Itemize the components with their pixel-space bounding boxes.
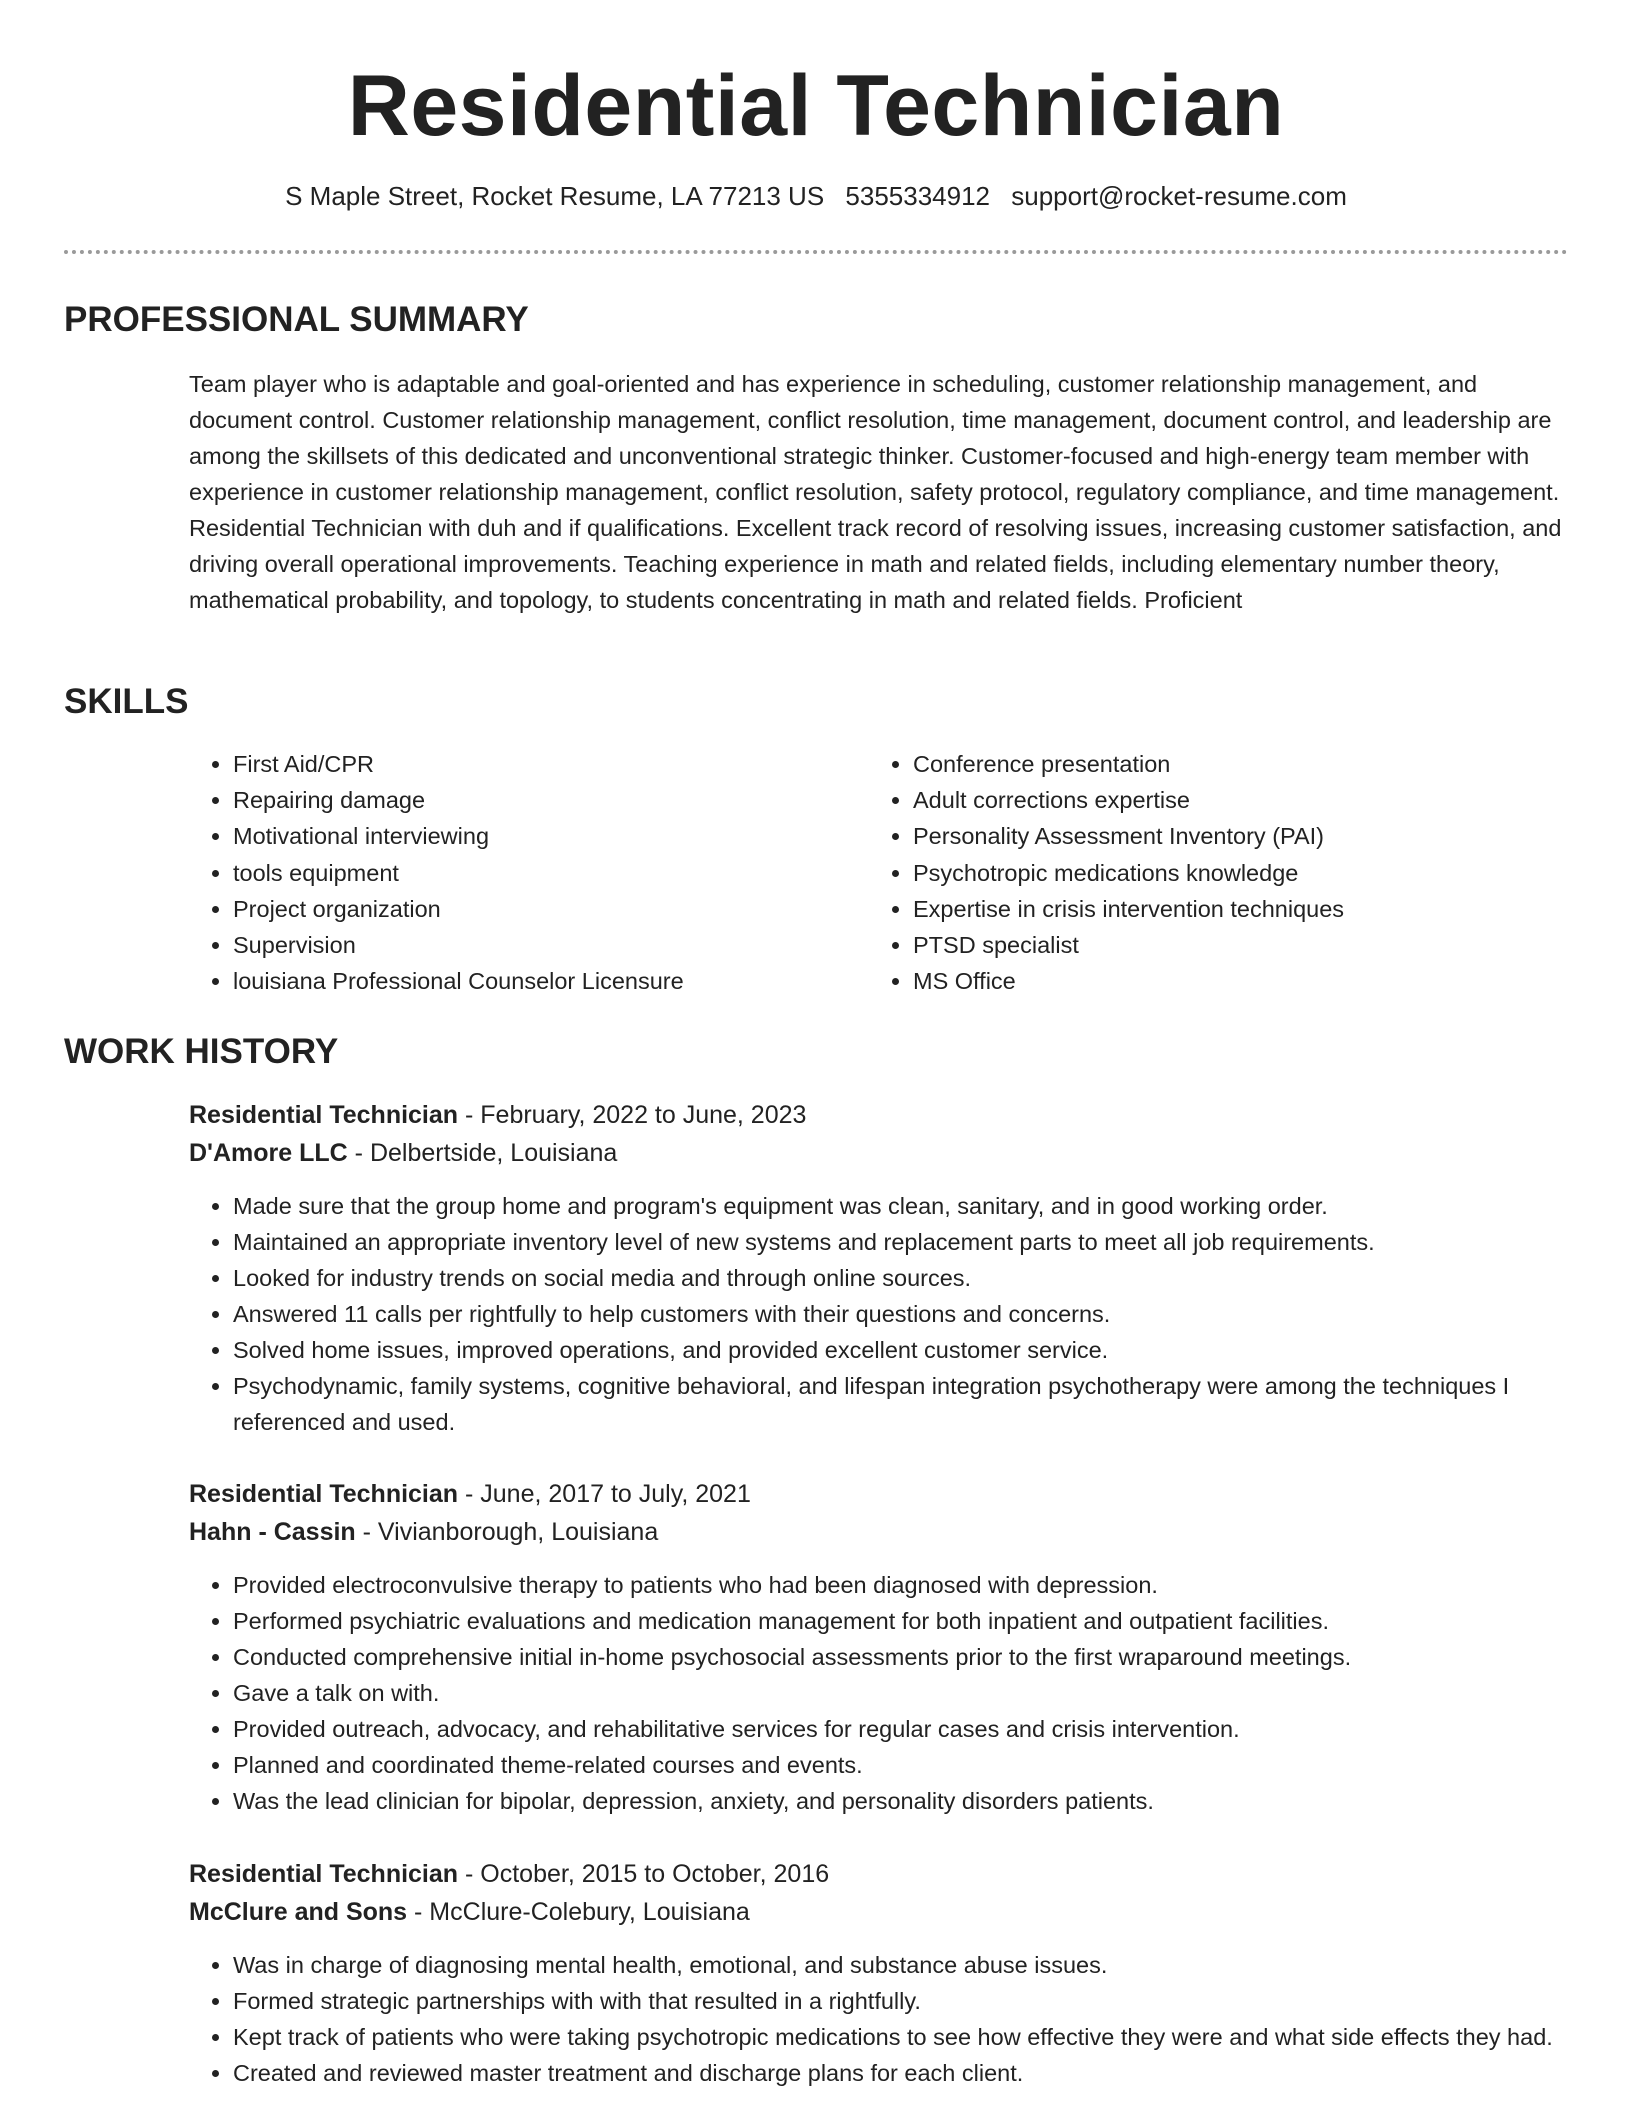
skill-item: • Conference presentation [913, 746, 1344, 782]
job-company: Hahn - Cassin [189, 1518, 356, 1546]
job-duty: • Psychodynamic, family systems, cognitive behavioral, and lifespan integration psychotherapy were among the techniques I referenced and used. [233, 1368, 1569, 1440]
job-title-line [189, 1096, 1569, 1134]
job-location: - Vivianborough, Louisiana [355, 1518, 659, 1546]
job-company-line [189, 1513, 1569, 1551]
skill-item: • louisiana Professional Counselor Licensure [233, 963, 869, 999]
job-duties [189, 1188, 1569, 1440]
job-dates: - February, 2022 to June, 2023 [458, 1101, 807, 1129]
skill-item: • PTSD specialist [913, 927, 1344, 963]
job-entry [189, 1855, 1569, 2091]
job-duty: • Kept track of patients who were taking psychotropic medications to see how effective they were and what side effects they had. [233, 2019, 1569, 2055]
job-duty: • Was the lead clinician for bipolar, depression, anxiety, and personality disorders patients. [233, 1783, 1569, 1819]
job-duty: • Performed psychiatric evaluations and medication management for both inpatient and outpatient facilities. [233, 1603, 1569, 1639]
job-duties [189, 1947, 1569, 2091]
skills-column-right [869, 746, 1344, 999]
job-duty: • Provided outreach, advocacy, and rehabilitative services for regular cases and crisis intervention. [233, 1711, 1569, 1747]
skill-item: • Adult corrections expertise [913, 782, 1344, 818]
summary-text: Team player who is adaptable and goal-oriented and has experience in scheduling, customer relationship management, and document control. Customer relationship management, conflict resolution, time management, document control, and leadership are among the skillsets of this dedicated and unconventional strategic thinker. Customer-focused and high-energy team member with experience in customer relationship management, conflict resolution, safety protocol, regulatory compliance, and time management. Residential Technician with duh and if qualifications. Excellent track record of resolving issues, increasing customer satisfaction, and driving overall operational improvements. Teaching experience in math and related fields, including elementary number theory, mathematical probability, and topology, to students concentrating in math and related fields. Proficient [189, 371, 1562, 613]
job-duty: • Created and reviewed master treatment and discharge plans for each client. [233, 2055, 1569, 2091]
job-company-line [189, 1893, 1569, 1931]
job-duty: • Looked for industry trends on social media and through online sources. [233, 1260, 1569, 1296]
job-duties [189, 1567, 1569, 1819]
summary-heading: PROFESSIONAL SUMMARY [64, 300, 529, 339]
job-company: D'Amore LLC [189, 1139, 348, 1167]
skill-item: • First Aid/CPR [233, 746, 869, 782]
skill-item: • Project organization [233, 891, 869, 927]
skill-item: • Repairing damage [233, 782, 869, 818]
contact-email: support@rocket-resume.com [1011, 181, 1347, 211]
job-dates: - June, 2017 to July, 2021 [458, 1480, 751, 1508]
skills-column-left [189, 746, 869, 999]
skill-item: • tools equipment [233, 855, 869, 891]
job-entry [189, 1475, 1569, 1819]
job-company-line [189, 1134, 1569, 1172]
resume-page [64, 0, 1568, 2086]
skill-item: • Psychotropic medications knowledge [913, 855, 1344, 891]
job-duty: • Conducted comprehensive initial in-home psychosocial assessments prior to the first wraparound meetings. [233, 1639, 1569, 1675]
job-duty: • Formed strategic partnerships with with that resulted in a rightfully. [233, 1983, 1569, 2019]
job-title-line [189, 1475, 1569, 1513]
job-dates: - October, 2015 to October, 2016 [458, 1860, 830, 1888]
job-duty: • Maintained an appropriate inventory level of new systems and replacement parts to meet all job requirements. [233, 1224, 1569, 1260]
job-duty: • Planned and coordinated theme-related courses and events. [233, 1747, 1569, 1783]
skill-item: • MS Office [913, 963, 1344, 999]
skill-item: • Personality Assessment Inventory (PAI) [913, 818, 1344, 854]
skills-heading: SKILLS [64, 682, 189, 721]
job-title-line [189, 1855, 1569, 1893]
job-entry [189, 1096, 1569, 1440]
skill-item: • Supervision [233, 927, 869, 963]
contact-line [64, 180, 1568, 212]
job-duty: • Gave a talk on with. [233, 1675, 1569, 1711]
contact-phone: 5355334912 [845, 181, 991, 211]
skills-list [189, 746, 1569, 999]
job-duty: • Made sure that the group home and program's equipment was clean, sanitary, and in good working order. [233, 1188, 1569, 1224]
job-role: Residential Technician [189, 1101, 459, 1129]
job-role: Residential Technician [189, 1860, 459, 1888]
job-duty: • Provided electroconvulsive therapy to patients who had been diagnosed with depression. [233, 1567, 1569, 1603]
work-history-heading: WORK HISTORY [64, 1032, 339, 1071]
job-role: Residential Technician [189, 1480, 459, 1508]
candidate-name: Residential Technician [347, 58, 1285, 154]
job-location: - Delbertside, Louisiana [347, 1139, 618, 1167]
job-duty: • Was in charge of diagnosing mental health, emotional, and substance abuse issues. [233, 1947, 1569, 1983]
job-duty: • Solved home issues, improved operations, and provided excellent customer service. [233, 1332, 1569, 1368]
skill-item: • Expertise in crisis intervention techniques [913, 891, 1344, 927]
skill-item: • Motivational interviewing [233, 818, 869, 854]
contact-address: S Maple Street, Rocket Resume, LA 77213 US [285, 181, 825, 211]
header-divider [64, 250, 1568, 254]
job-company: McClure and Sons [189, 1898, 408, 1926]
job-location: - McClure-Colebury, Louisiana [407, 1898, 750, 1926]
job-duty: • Answered 11 calls per rightfully to help customers with their questions and concerns. [233, 1296, 1569, 1332]
